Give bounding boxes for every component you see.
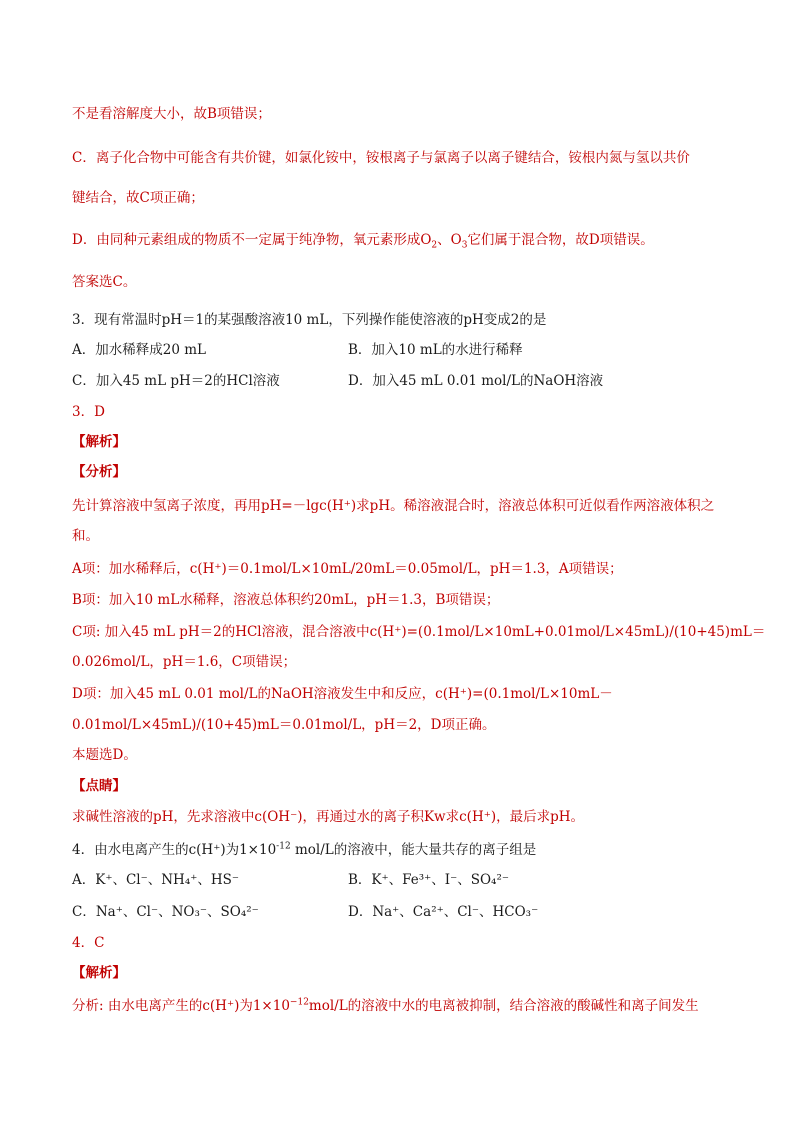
- question-3-option-a: A．加水稀释成20 mL: [72, 342, 206, 358]
- paragraph-d: D．由同种元素组成的物质不一定属于纯净物，氧元素形成$O_2$、$O_3$它们属于混合物，故D项错误。: [72, 232, 654, 251]
- question-4-option-b: B．K⁺、Fe³⁺、I⁻、SO₄²⁻: [348, 872, 510, 888]
- question-3-analysis-a: A项：加水稀释后，c(H⁺)＝0.1mol/L×10mL/20mL＝0.05mol/L，pH＝1.3，A项错误；: [72, 561, 623, 577]
- paragraph-c-line2: 键结合，故C项正确；: [72, 190, 204, 206]
- question-3-analysis-c2: 0.026mol/L，pH＝1.6，C项错误；: [72, 654, 297, 670]
- answer-line-prev: 答案选C。: [72, 274, 137, 290]
- question-3-option-b: B．加入10 mL的水进行稀释: [348, 342, 523, 358]
- paragraph-b-conclusion: 不是看溶解度大小，故B项错误；: [72, 106, 271, 122]
- question-3-fenxi-heading: 【分析】: [72, 464, 126, 480]
- paragraph-c-line1: C．离子化合物中可能含有共价键，如氯化铵中，铵根离子与氯离子以离子键结合，铵根内氮与氢以共价: [72, 150, 690, 166]
- question-4-jiexi-heading: 【解析】: [72, 965, 126, 981]
- question-3-tip: 求碱性溶液的pH，先求溶液中c(OH⁻)，再通过水的离子积Kw求c(H⁺)，最后求pH。: [72, 809, 585, 825]
- question-3-analysis-d2: 0.01mol/L×45mL)/(10+45)mL＝0.01mol/L，pH＝2，D项正确。: [72, 717, 496, 733]
- question-4-stem: 4．由水电离产生的c(H⁺)为$1\times 10^{-12}$ mol/L的溶液中，能大量共存的离子组是: [72, 841, 537, 858]
- question-3-answer: 3．D: [72, 404, 105, 420]
- question-3-stem: 3．现有常温时pH＝1的某强酸溶液10 mL，下列操作能使溶液的pH变成2的是: [72, 312, 547, 328]
- question-3-option-d: D．加入45 mL 0.01 mol/L的NaOH溶液: [348, 373, 604, 389]
- question-3-analysis-b: B项：加入10 mL水稀释，溶液总体积约20mL，pH＝1.3，B项错误；: [72, 592, 500, 608]
- question-4-option-c: C．Na⁺、Cl⁻、NO₃⁻、SO₄²⁻: [72, 904, 259, 920]
- question-3-option-c: C．加入45 mL pH＝2的HCl溶液: [72, 373, 280, 389]
- question-3-analysis-c1: C项: 加入45 mL pH＝2的HCl溶液，混合溶液中c(H⁺)=(0.1mol/L×10mL+0.01mol/L×45mL)/(10+45)mL＝: [72, 624, 766, 640]
- question-3-analysis-d1: D项：加入45 mL 0.01 mol/L的NaOH溶液发生中和反应，c(H⁺)=(0.1mol/L×10mL－: [72, 686, 613, 702]
- question-4-option-a: A．K⁺、Cl⁻、NH₄⁺、HS⁻: [72, 872, 240, 888]
- question-3-analysis-line2: 和。: [72, 528, 99, 544]
- question-4-analysis-line1: 分析: 由水电离产生的c(H⁺)为$1\times 10^{-12}mol/L$的溶液中水的电离被抑制，结合溶液的酸碱性和离子间发生: [72, 997, 699, 1014]
- question-3-jiexi-heading: 【解析】: [72, 434, 126, 450]
- question-3-analysis-line1: 先计算溶液中氢离子浓度，再用pH=－lgc(H⁺)求pH。稀溶液混合时，溶液总体积可近似看作两溶液体积之: [72, 498, 715, 514]
- question-3-dianjing-heading: 【点睛】: [72, 778, 126, 794]
- question-3-conclusion: 本题选D。: [72, 747, 137, 763]
- question-4-option-d: D．Na⁺、Ca²⁺、Cl⁻、HCO₃⁻: [348, 904, 539, 920]
- question-4-answer: 4．C: [72, 935, 105, 951]
